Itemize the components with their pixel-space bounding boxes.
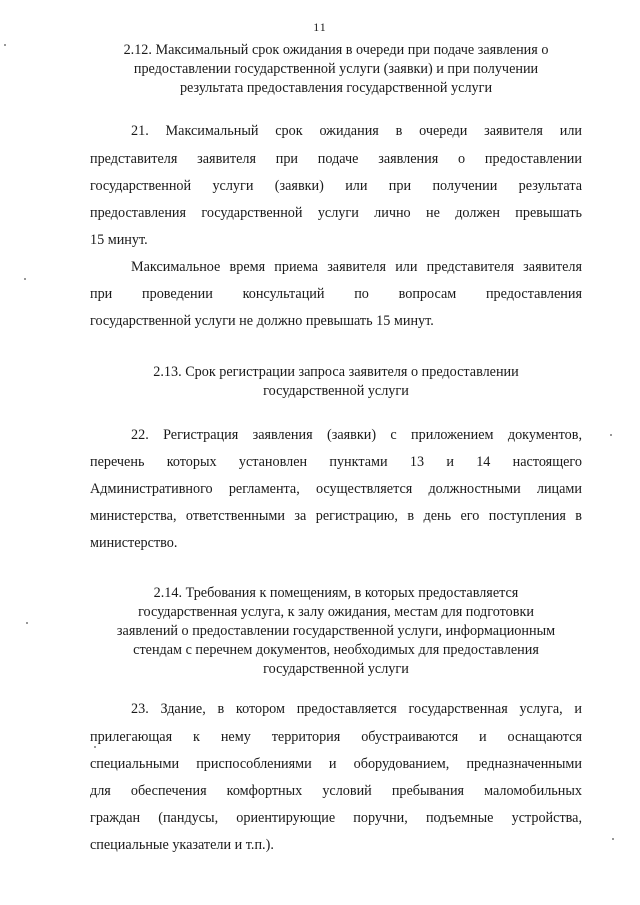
- paragraph-23-line: 23. Здание, в котором предоставляется государственная услуга, и: [131, 701, 582, 717]
- scan-speck: [610, 434, 612, 436]
- section-heading-2-12: [90, 41, 582, 98]
- heading-line: предоставлении государственной услуги (заявки) и при получении: [133, 61, 539, 77]
- paragraph-21-line: предоставления государственной услуги лично не должен превышать: [90, 205, 582, 221]
- paragraph-22-line: перечень которых установлен пунктами 13 и 14 настоящего: [90, 454, 582, 470]
- paragraph-21-line: 15 минут.: [90, 232, 148, 248]
- paragraph-22-line: Административного регламента, осуществляется должностными лицами: [90, 481, 582, 497]
- scan-speck: [94, 746, 96, 748]
- heading-line: 2.12. Максимальный срок ожидания в очереди при подаче заявления о: [123, 42, 549, 58]
- paragraph-21-line: 21. Максимальный срок ожидания в очереди заявителя или: [131, 123, 582, 139]
- paragraph-22-line: министерства, ответственными за регистрацию, в день его поступления в: [90, 508, 582, 524]
- heading-line: результата предоставления государственной услуги: [179, 80, 493, 96]
- scan-speck: [24, 278, 26, 280]
- scan-speck: [612, 838, 614, 840]
- paragraph-23-line: специальные указатели и т.п.).: [90, 837, 274, 853]
- paragraph-23-line: для обеспечения комфортных условий пребывания маломобильных: [90, 783, 582, 799]
- scan-speck: [4, 44, 6, 46]
- heading-line: государственной услуги: [263, 661, 409, 677]
- page-number: 11: [313, 20, 327, 34]
- heading-line: государственная услуга, к залу ожидания, местам для подготовки: [138, 604, 534, 620]
- paragraph-23-line: граждан (пандусы, ориентирующие поручни, подъемные устройства,: [90, 810, 582, 826]
- paragraph-21b-line: государственной услуги не должно превышать 15 минут.: [90, 313, 434, 329]
- heading-line: 2.13. Срок регистрации запроса заявителя о предоставлении: [153, 364, 519, 380]
- paragraph-21-line: представителя заявителя при подаче заявления о предоставлении: [90, 151, 582, 167]
- paragraph-23-line: прилегающая к нему территория обустраиваются и оснащаются: [90, 729, 582, 745]
- paragraph-21-line: государственной услуги (заявки) или при получении результата: [90, 178, 582, 194]
- paragraph-22-line: 22. Регистрация заявления (заявки) с приложением документов,: [131, 427, 582, 443]
- paragraph-21b-line: при проведении консультаций по вопросам предоставления: [90, 286, 582, 302]
- heading-line: заявлений о предоставлении государственной услуги, информационным: [116, 623, 556, 639]
- scan-speck: [26, 622, 28, 624]
- paragraph-22-line: министерство.: [90, 535, 178, 551]
- heading-line: государственной услуги: [263, 383, 409, 399]
- heading-line: 2.14. Требования к помещениям, в которых предоставляется: [153, 585, 519, 601]
- section-heading-2-14: [90, 584, 582, 679]
- paragraph-21b-line: Максимальное время приема заявителя или представителя заявителя: [131, 259, 582, 275]
- paragraph-23-line: специальными приспособлениями и оборудованием, предназначенными: [90, 756, 582, 772]
- section-heading-2-13: [90, 363, 582, 401]
- heading-line: стендам с перечнем документов, необходимых для предоставления: [133, 642, 539, 658]
